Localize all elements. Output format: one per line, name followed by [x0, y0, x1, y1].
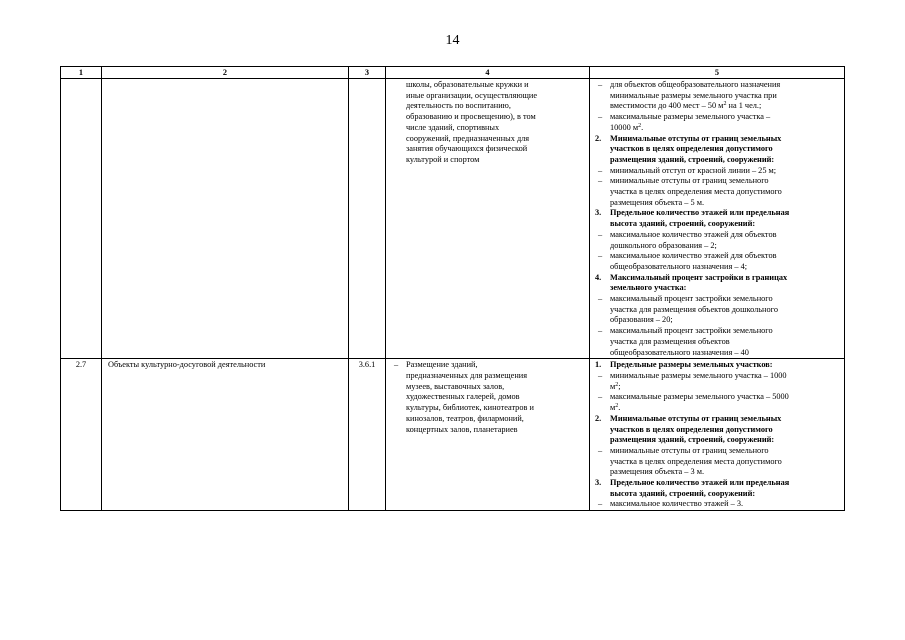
row-number: [61, 79, 102, 359]
cell-line: [590, 198, 844, 209]
line-marker: [386, 101, 406, 112]
line-text-main: размещения зданий, строений, сооружений:: [610, 154, 775, 164]
line-text-main: художественных галерей, домов: [406, 392, 520, 402]
classifier-code: 3.6.1: [349, 359, 386, 511]
line-marker: –: [598, 370, 603, 380]
line-text: [610, 91, 844, 102]
line-text-main: предназначенных для размещения: [406, 370, 528, 380]
line-text-main: общеобразовательного назначения – 4;: [610, 261, 748, 271]
line-marker: 1.: [595, 360, 602, 370]
line-text: [610, 283, 844, 294]
line-text: [610, 446, 844, 457]
line-marker: 2.: [595, 413, 602, 423]
zoning-table: [60, 66, 845, 511]
line-text: [610, 101, 844, 112]
line-text-main: для объектов общеобразовательного назначения: [610, 80, 781, 89]
line-text-main: занятия обучающихся физической: [406, 144, 528, 154]
cell-line: [590, 80, 844, 91]
table-row: [61, 359, 845, 511]
line-marker: [386, 91, 406, 102]
cell-line: [590, 230, 844, 241]
object-name: [102, 79, 349, 359]
line-text: [610, 187, 844, 198]
cell-line: [590, 326, 844, 337]
cell-line: [386, 360, 589, 371]
line-text-main: 10000 м: [610, 122, 639, 132]
cell-line: [590, 262, 844, 273]
line-text: [610, 134, 844, 145]
line-marker: 4.: [595, 272, 602, 282]
line-text: [406, 403, 589, 414]
cell-line: [590, 187, 844, 198]
line-text-main: образования – 20;: [610, 315, 673, 325]
line-marker: [590, 91, 610, 102]
line-text-main: общеобразовательного назначения – 40: [610, 347, 749, 357]
line-text: [406, 392, 589, 403]
line-text: [406, 425, 589, 436]
line-text-main: Размещение зданий,: [406, 360, 478, 370]
building-parameters: [590, 79, 845, 359]
line-marker: [590, 144, 610, 155]
line-text: [610, 414, 844, 425]
line-marker: [590, 425, 610, 436]
cell-line: [386, 382, 589, 393]
line-text-tail: на 1 чел.;: [726, 101, 762, 111]
line-text: [610, 457, 844, 468]
cell-line: [386, 403, 589, 414]
cell-line: [590, 208, 844, 219]
cell-line: [590, 166, 844, 177]
line-text-main: кинозалов, театров, филармоний,: [406, 413, 524, 423]
object-name: Объекты культурно-досуговой деятельности: [102, 359, 349, 511]
line-marker: [386, 414, 406, 425]
line-text-main: земельного участка:: [610, 283, 687, 293]
line-text-main: Предельное количество этажей или предельная: [610, 208, 790, 218]
superscript: 2: [638, 122, 642, 129]
line-marker: [386, 382, 406, 393]
line-marker: [386, 403, 406, 414]
line-text-tail: .: [641, 122, 644, 132]
line-text: [610, 360, 844, 371]
line-text: [406, 80, 589, 91]
line-text: [406, 382, 589, 393]
cell-line: [590, 315, 844, 326]
cell-line: [590, 294, 844, 305]
line-text-main: Предельное количество этажей или предельная: [610, 478, 790, 488]
cell-line: [590, 241, 844, 252]
line-text: [406, 155, 589, 166]
cell-line: [386, 112, 589, 123]
line-text-main: Минимальные отступы от границ земельных: [610, 133, 782, 143]
line-text-main: сооружений, предназначенных для: [406, 133, 530, 143]
cell-line: [590, 176, 844, 187]
cell-line: [590, 467, 844, 478]
line-text-main: дошкольного образования – 2;: [610, 240, 717, 250]
line-marker: [590, 155, 610, 166]
line-marker: [590, 435, 610, 446]
line-marker: [590, 315, 610, 326]
line-text: [610, 478, 844, 489]
cell-line: [590, 403, 844, 414]
line-marker: [590, 337, 610, 348]
column-header-5: 5: [590, 67, 845, 79]
column-header-3: 3: [349, 67, 386, 79]
line-text: [406, 371, 589, 382]
line-text-main: минимальные отступы от границ земельного: [610, 445, 769, 455]
page-number: 14: [445, 33, 460, 48]
line-text: [610, 315, 844, 326]
line-text: [610, 348, 844, 359]
line-text-main: высота зданий, строений, сооружений:: [610, 488, 756, 498]
line-text: [610, 371, 844, 382]
line-text-main: участка в целях определения места допустимого: [610, 187, 782, 197]
line-text: [610, 176, 844, 187]
line-text-main: образованию и просвещению), в том: [406, 112, 536, 122]
line-marker: [590, 457, 610, 468]
line-text-main: максимальный процент застройки земельного: [610, 294, 773, 304]
line-text-main: деятельность по воспитанию,: [406, 101, 511, 111]
building-parameters: [590, 359, 845, 511]
line-text-main: Минимальные отступы от границ земельных: [610, 413, 782, 423]
cell-line: [590, 392, 844, 403]
line-text-main: м: [610, 381, 616, 391]
line-text-main: участка в целях определения места допустимого: [610, 456, 782, 466]
line-text-main: числе зданий, спортивных: [406, 122, 500, 132]
line-marker: –: [598, 392, 603, 402]
line-marker: –: [394, 360, 399, 370]
line-text-main: максимальный процент застройки земельного: [610, 326, 773, 336]
line-marker: –: [598, 80, 603, 89]
line-text: [610, 251, 844, 262]
line-text-main: высота зданий, строений, сооружений:: [610, 219, 756, 229]
line-text: [610, 467, 844, 478]
line-text: [610, 435, 844, 446]
line-text: [406, 414, 589, 425]
line-marker: 3.: [595, 208, 602, 218]
line-text: [610, 198, 844, 209]
line-text-main: иные организации, осуществляющие: [406, 90, 538, 100]
cell-line: [590, 134, 844, 145]
line-marker: [590, 241, 610, 252]
cell-line: [386, 392, 589, 403]
line-marker: [590, 283, 610, 294]
line-marker: [386, 112, 406, 123]
line-text: [610, 208, 844, 219]
line-text: [610, 403, 844, 414]
line-text-main: минимальный отступ от красной линии – 25 м;: [610, 165, 777, 175]
line-text: [610, 273, 844, 284]
line-text-main: максимальные размеры земельного участка – 5000: [610, 392, 789, 402]
cell-line: [386, 425, 589, 436]
line-marker: [386, 134, 406, 145]
cell-line: [590, 123, 844, 134]
line-marker: –: [598, 112, 603, 122]
cell-line: [590, 414, 844, 425]
cell-line: [386, 371, 589, 382]
use-description: [386, 79, 590, 359]
line-text-main: участка для размещения объектов: [610, 336, 730, 346]
superscript: 2: [615, 381, 619, 388]
line-text: [610, 241, 844, 252]
line-marker: –: [598, 229, 603, 239]
cell-line: [590, 283, 844, 294]
line-marker: [590, 403, 610, 414]
line-marker: [590, 348, 610, 359]
line-text: [610, 144, 844, 155]
cell-line: [590, 112, 844, 123]
classifier-code: [349, 79, 386, 359]
line-text-main: Максимальный процент застройки в границах: [610, 272, 788, 282]
line-text: [610, 392, 844, 403]
line-marker: [590, 123, 610, 134]
line-text-main: участков в целях определения допустимого: [610, 144, 773, 154]
line-text-main: Предельные размеры земельных участков:: [610, 360, 773, 370]
line-marker: [386, 155, 406, 166]
cell-line: [386, 155, 589, 166]
line-marker: [590, 198, 610, 209]
line-text-main: участка для размещения объектов дошкольного: [610, 304, 778, 314]
line-text-main: культурой и спортом: [406, 154, 480, 164]
line-text: [610, 382, 844, 393]
line-text-main: м: [610, 403, 616, 413]
line-text-main: школы, образовательные кружки и: [406, 80, 529, 89]
table-row: [61, 79, 845, 359]
line-marker: –: [598, 251, 603, 261]
cell-line: [590, 348, 844, 359]
line-text: [610, 489, 844, 500]
line-text: [406, 134, 589, 145]
line-marker: 2.: [595, 133, 602, 143]
line-text: [406, 91, 589, 102]
line-marker: [590, 305, 610, 316]
line-marker: –: [598, 176, 603, 186]
line-marker: –: [598, 294, 603, 304]
cell-line: [386, 101, 589, 112]
cell-line: [590, 219, 844, 230]
line-marker: [386, 371, 406, 382]
line-text: [610, 337, 844, 348]
line-marker: [386, 425, 406, 436]
superscript: 2: [723, 101, 727, 108]
line-text-main: размещения зданий, строений, сооружений:: [610, 435, 775, 445]
use-description: [386, 359, 590, 511]
cell-line: [590, 273, 844, 284]
cell-line: [386, 91, 589, 102]
line-text-main: максимальное количество этажей для объектов: [610, 251, 777, 261]
line-marker: [590, 219, 610, 230]
cell-line: [590, 337, 844, 348]
line-text: [610, 219, 844, 230]
cell-line: [590, 144, 844, 155]
cell-line: [590, 305, 844, 316]
line-text: [610, 305, 844, 316]
line-text-main: участков в целях определения допустимого: [610, 424, 773, 434]
cell-line: [590, 382, 844, 393]
line-text: [610, 123, 844, 134]
line-text-main: минимальные размеры земельного участка при: [610, 90, 777, 100]
line-text: [406, 360, 589, 371]
row-number: 2.7: [61, 359, 102, 511]
line-text: [610, 425, 844, 436]
cell-line: [590, 446, 844, 457]
line-text-main: музеев, выставочных залов,: [406, 381, 505, 391]
header-row: [61, 67, 845, 79]
line-marker: –: [598, 326, 603, 336]
cell-line: [590, 425, 844, 436]
cell-line: [590, 371, 844, 382]
cell-line: [590, 478, 844, 489]
line-text: [406, 101, 589, 112]
line-text-tail: .: [618, 403, 621, 413]
cell-line: [590, 101, 844, 112]
line-text-main: размещения объекта – 3 м.: [610, 467, 705, 477]
line-text: [406, 123, 589, 134]
line-text-main: максимальное количество этажей – 3.: [610, 499, 744, 509]
line-marker: [590, 467, 610, 478]
line-marker: [590, 101, 610, 112]
line-text-main: максимальные размеры земельного участка –: [610, 112, 771, 122]
cell-line: [386, 144, 589, 155]
line-marker: [590, 489, 610, 500]
cell-line: [590, 489, 844, 500]
line-marker: –: [598, 445, 603, 455]
line-text-main: вместимости до 400 мест – 50 м: [610, 101, 724, 111]
cell-line: [590, 251, 844, 262]
line-text: [610, 166, 844, 177]
cell-line: [590, 457, 844, 468]
superscript: 2: [615, 403, 619, 410]
line-text: [610, 499, 844, 510]
line-text-main: размещения объекта – 5 м.: [610, 197, 705, 207]
cell-line: [386, 123, 589, 134]
column-header-4: 4: [386, 67, 590, 79]
line-text-main: минимальные размеры земельного участка – 1000: [610, 370, 787, 380]
line-text-main: минимальные отступы от границ земельного: [610, 176, 769, 186]
cell-line: [590, 155, 844, 166]
cell-line: [590, 499, 844, 510]
line-marker: [590, 382, 610, 393]
line-marker: [386, 144, 406, 155]
line-marker: [590, 262, 610, 273]
line-text-main: максимальное количество этажей для объектов: [610, 229, 777, 239]
line-text: [610, 262, 844, 273]
line-text: [610, 294, 844, 305]
line-marker: [386, 123, 406, 134]
line-text: [610, 112, 844, 123]
line-text: [610, 155, 844, 166]
line-marker: –: [598, 165, 603, 175]
line-text-main: концертных залов, планетариев: [406, 424, 518, 434]
line-text-main: культуры, библиотек, кинотеатров и: [406, 403, 534, 413]
cell-line: [386, 80, 589, 91]
line-text: [610, 326, 844, 337]
cell-line: [386, 134, 589, 145]
line-text: [406, 144, 589, 155]
line-marker: –: [598, 499, 603, 509]
column-header-2: 2: [102, 67, 349, 79]
line-marker: 3.: [595, 478, 602, 488]
line-marker: [386, 80, 406, 91]
cell-line: [386, 414, 589, 425]
line-text-tail: ;: [618, 381, 621, 391]
line-text: [406, 112, 589, 123]
line-text: [610, 80, 844, 91]
cell-line: [590, 91, 844, 102]
column-header-1: 1: [61, 67, 102, 79]
cell-line: [590, 435, 844, 446]
line-text: [610, 230, 844, 241]
line-marker: [386, 392, 406, 403]
line-marker: [590, 187, 610, 198]
cell-line: [590, 360, 844, 371]
